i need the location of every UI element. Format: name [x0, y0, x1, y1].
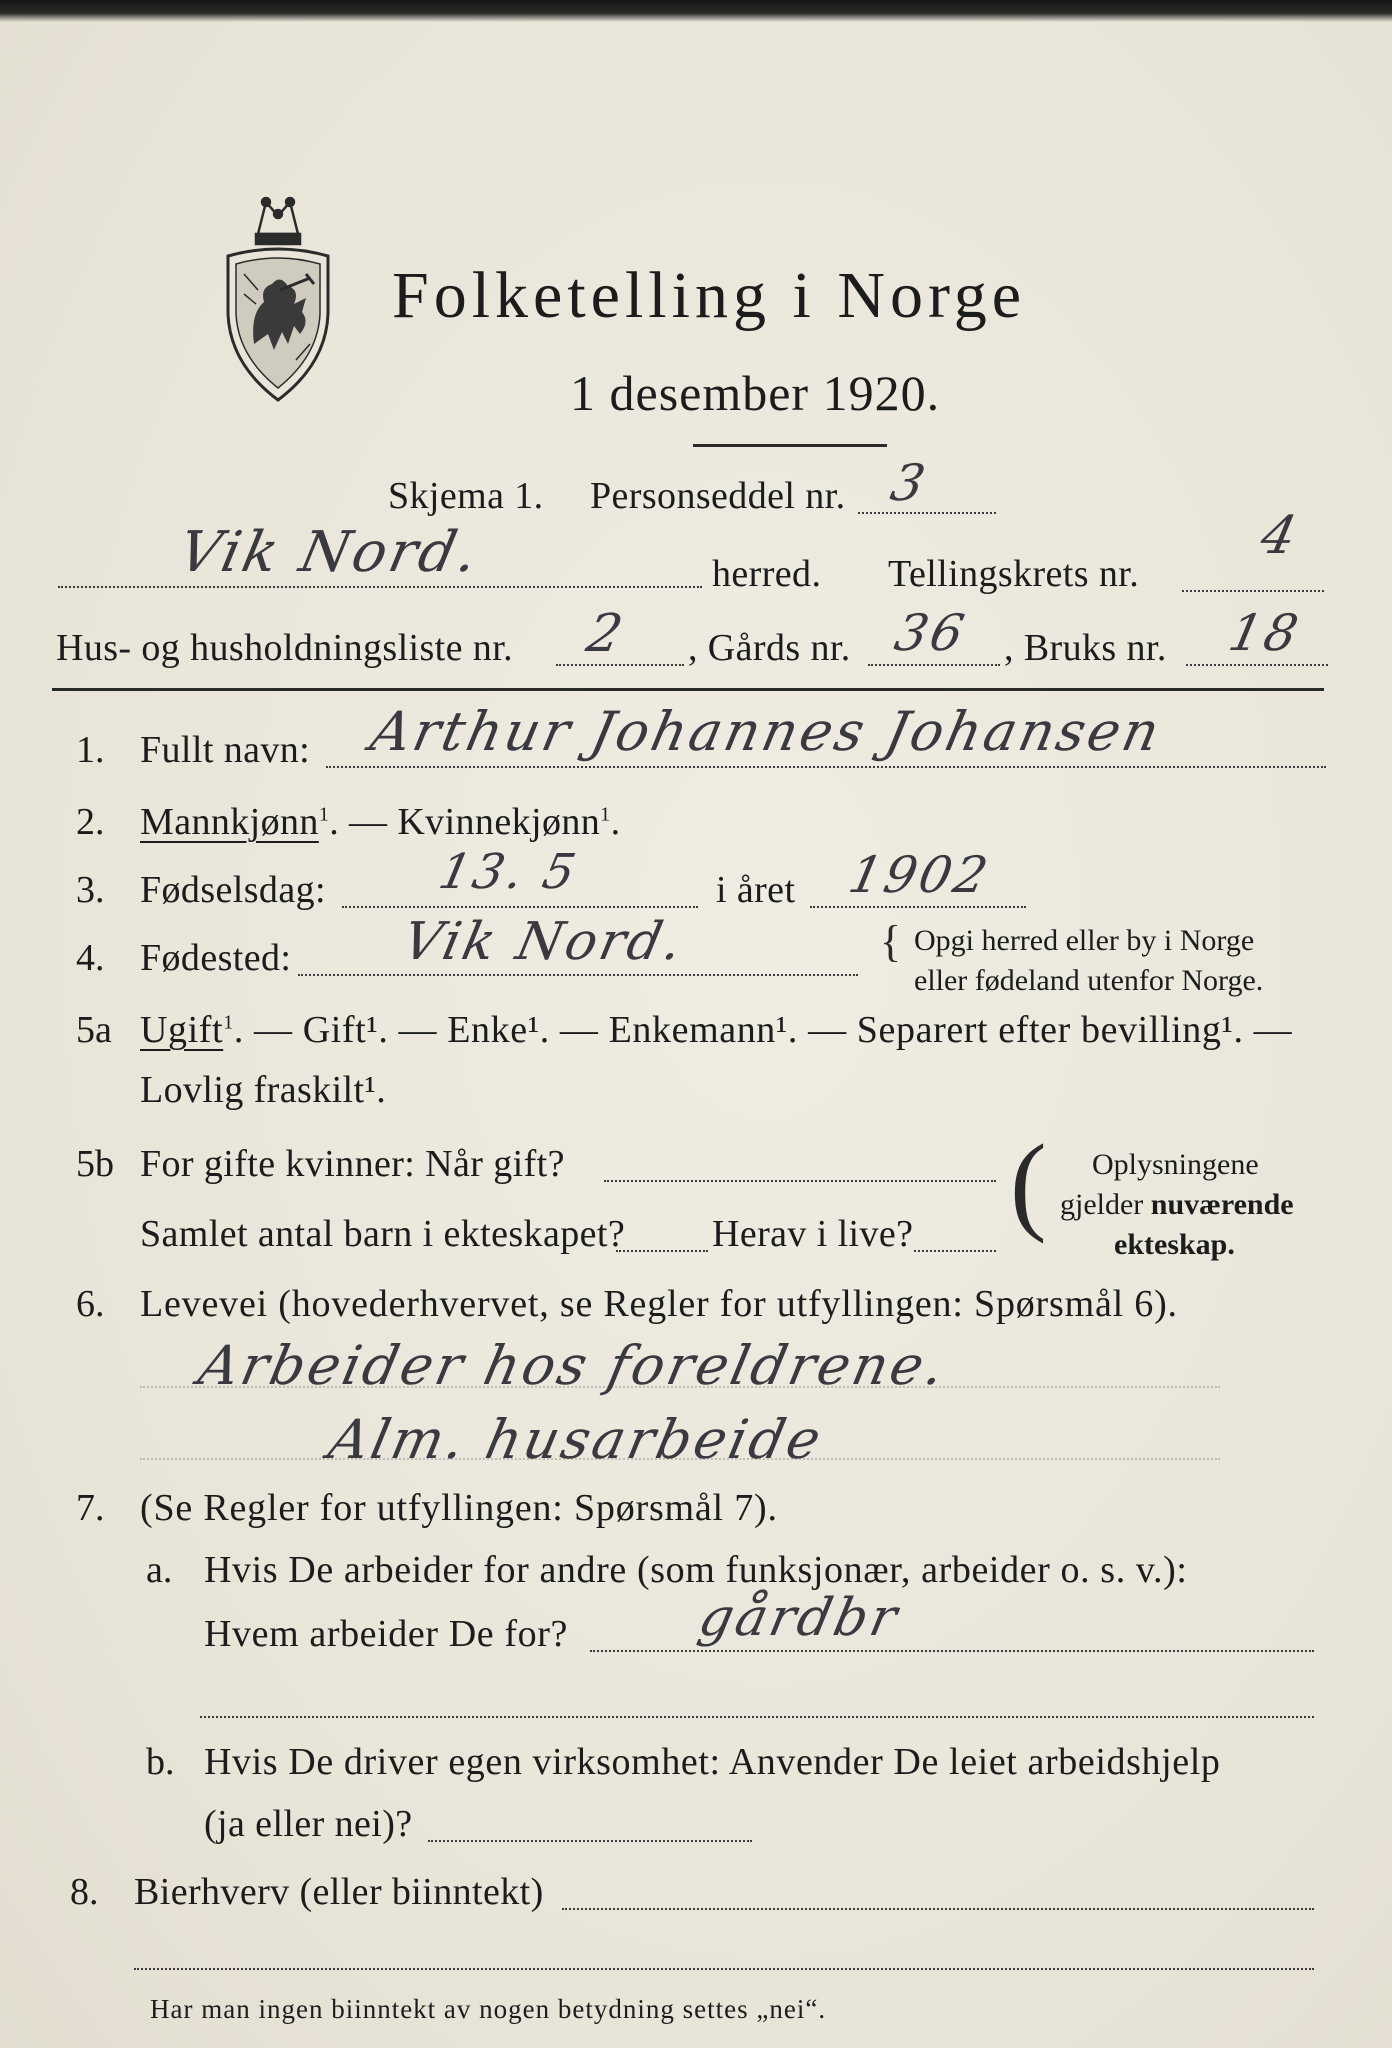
q7a-line2: Hvem arbeider De for?	[204, 1613, 568, 1655]
q2-separator: . —	[329, 801, 398, 843]
q5a-options	[140, 1008, 1292, 1052]
q3-label: Fødselsdag:	[140, 869, 326, 911]
full-name-value[interactable]: Arthur Johannes Johansen	[365, 700, 1168, 763]
hus-label: Hus- og husholdningsliste nr.	[56, 627, 514, 669]
hus-line	[556, 664, 684, 666]
q7b-line1: Hvis De driver egen virksomhet: Anvender De leiet arbeidshjelp	[204, 1741, 1221, 1783]
q3-date-line	[342, 906, 698, 908]
birthdate-value[interactable]: 13. 5	[434, 844, 584, 900]
q7a-line1: Hvis De arbeider for andre (som funksjonær, arbeider o. s. v.):	[204, 1549, 1188, 1591]
q4-line	[298, 974, 858, 976]
q7b-number: b.	[146, 1741, 175, 1783]
bruks-label: , Bruks nr.	[1004, 627, 1167, 669]
q5b-note-line2	[1060, 1188, 1294, 1222]
q7-number: 7.	[76, 1487, 105, 1529]
q5b-note-current: nuværende	[1150, 1188, 1294, 1221]
personseddel-line	[858, 512, 996, 514]
q4-note-line2: eller fødeland utenfor Norge.	[914, 964, 1264, 997]
birth-year-value[interactable]: 1902	[843, 846, 996, 904]
q7-label: (Se Regler for utfyllingen: Spørsmål 7).	[140, 1487, 778, 1529]
employer-value[interactable]: gårdbr	[693, 1588, 905, 1648]
q7b-line	[428, 1840, 752, 1842]
herred-value[interactable]: Vik Nord.	[173, 520, 487, 585]
q8-number: 8.	[70, 1871, 99, 1913]
occupation-value-line2[interactable]: Alm. husarbeide	[323, 1408, 830, 1471]
page-title: Folketelling i Norge	[392, 259, 1027, 332]
q8-extra-line	[134, 1968, 1314, 1970]
occupation-value-line1[interactable]: Arbeider hos foreldrene.	[193, 1334, 953, 1397]
personseddel-value[interactable]: 3	[885, 454, 933, 512]
q5b-alive-line	[914, 1250, 996, 1252]
q5b-label3: Herav i live?	[712, 1213, 914, 1255]
q5b-note-line1: Oplysningene	[1092, 1148, 1259, 1181]
footer-note: Har man ingen biinntekt av nogen betydning settes „nei“.	[150, 1994, 827, 2024]
q4-note-line1: Opgi herred eller by i Norge	[914, 924, 1255, 957]
herred-line	[58, 586, 702, 588]
scan-edge-shadow	[0, 0, 1392, 22]
q4-label: Fødested:	[140, 937, 292, 979]
option-male[interactable]: Mannkjønn	[140, 801, 319, 843]
q7a-extra-line	[200, 1716, 1314, 1718]
q5b-label1: For gifte kvinner: Når gift?	[140, 1143, 565, 1185]
q8-line	[562, 1908, 1314, 1910]
gards-label: , Gårds nr.	[688, 627, 851, 669]
q5b-note-line3: ekteskap.	[1114, 1228, 1235, 1261]
q3-number: 3.	[76, 869, 105, 911]
q5b-number: 5b	[76, 1143, 114, 1185]
header-rule	[52, 688, 1324, 691]
q1-label: Fullt navn:	[140, 729, 311, 771]
footnote-mark: 1	[223, 1011, 234, 1034]
q5a-line2[interactable]: Lovlig fraskilt¹.	[140, 1069, 387, 1111]
q4-brace: {	[880, 917, 902, 966]
q2-number: 2.	[76, 801, 105, 843]
q2-options	[140, 800, 620, 844]
footnote-mark: 1	[600, 803, 611, 826]
q5b-married-line	[604, 1180, 996, 1182]
q6-number: 6.	[76, 1283, 105, 1325]
coat-of-arms-icon	[214, 194, 342, 406]
hus-value[interactable]: 2	[581, 604, 631, 664]
q7a-number: a.	[146, 1549, 173, 1591]
q5b-bracket: (	[1010, 1122, 1047, 1244]
bruks-line	[1186, 664, 1328, 666]
q8-label: Bierhverv (eller biinntekt)	[134, 1871, 544, 1913]
q6-label: Levevei (hovederhvervet, se Regler for utfyllingen: Spørsmål 6).	[140, 1283, 1178, 1325]
q3-year-line	[810, 906, 1026, 908]
q5b-label2: Samlet antal barn i ekteskapet?	[140, 1213, 626, 1255]
birthplace-value[interactable]: Vik Nord.	[397, 912, 691, 972]
title-divider	[693, 444, 887, 447]
tellingskrets-value[interactable]: 4	[1255, 506, 1305, 566]
q5a-number: 5a	[76, 1009, 112, 1051]
personseddel-label: Personseddel nr.	[590, 475, 846, 517]
gards-line	[868, 664, 1000, 666]
bruks-value[interactable]: 18	[1223, 604, 1306, 662]
option-female[interactable]: Kvinnekjønn	[397, 801, 601, 843]
footnote-mark: 1	[318, 803, 330, 826]
herred-label: herred.	[712, 553, 822, 595]
q1-line	[326, 766, 1326, 768]
schema-label: Skjema 1.	[388, 475, 544, 517]
q2-end: .	[610, 801, 621, 843]
option-unmarried[interactable]: Ugift	[140, 1009, 224, 1051]
q7a-line	[590, 1650, 1314, 1652]
q1-number: 1.	[76, 729, 105, 771]
q5a-other-options[interactable]: . — Gift¹. — Enke¹. — Enkemann¹. — Separert efter bevilling¹. —	[233, 1009, 1293, 1051]
q5b-children-line	[616, 1250, 708, 1252]
q3-year-label: i året	[716, 869, 796, 911]
q5b-note-gjelder: gjelder	[1060, 1188, 1144, 1221]
q7b-line2: (ja eller nei)?	[204, 1803, 413, 1845]
tellingskrets-label: Tellingskrets nr.	[888, 553, 1140, 595]
page-subtitle: 1 desember 1920.	[570, 365, 941, 421]
gards-value[interactable]: 36	[889, 604, 972, 662]
tellingskrets-line	[1182, 590, 1324, 592]
q4-number: 4.	[76, 937, 105, 979]
